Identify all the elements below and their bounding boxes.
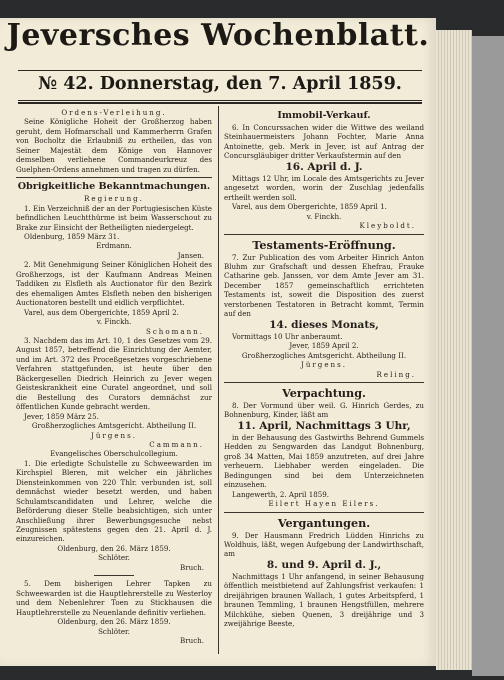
vergantungen-date: 8. und 9. April d. J., [266,558,382,571]
testament-signature: Jürgens. [300,360,347,370]
notice-1-date: Oldenburg, 1859 März 31. [24,231,120,241]
vergantungen-text: 9. Der Hausmann Fredrich Lüdden Hinrichs zu Woldhuis, läßt, wegen Aufgebung der Landwirthschaft, am [224,530,424,559]
notice-4-date: Oldenburg, den 26. März 1859. [57,543,171,553]
header-rule-bottom-thick [18,102,422,104]
notice-3-signature-2: Cammann. [149,439,204,449]
divider [16,177,212,178]
notice-1-signature-2: Jansen. [177,250,204,260]
notice-4: 1. Die erledigte Schulstelle zu Schweewarden im Kirchspiel Bleren, mit welcher ein jährliches Diensteinkommen von 220 Thlr. verbunden ist, soll demnächst wieder besetzt werden, und haben Schulamtscandidaten und Lehrer, welche die Beförderung dieser Stelle beabsichtigen, sich unter Anschließung ihrer Bewerbungsgesuche nebst Zeugnissen spätestens gegen den 21. April d. J. einzureichen. [16,458,212,544]
header-rule-bottom [18,100,422,101]
page-edges [436,30,472,670]
testament-court: Großherzogliches Amtsgericht. Abtheilung II. [241,350,407,360]
immobil-date-line: Varel, aus dem Obergerichte, 1859 April 1. [232,202,387,212]
notice-3-court: Großherzogliches Amtsgericht. Abtheilung II. [31,421,197,431]
testament-text-2: Vormittags 10 Uhr anberaumt. [232,331,343,341]
divider [224,512,424,513]
header-rule-top [18,70,422,71]
notice-3-signature: Jürgens. [90,430,137,440]
notice-2-signature: v. Finckh. [96,317,132,327]
testament-text: 7. Zur Publication des vom Arbeiter Hinrich Anton Bluhm zur Grafschaft und dessen Ehefrau, Frauke Catharine geb. Janssen, vor dem Amte Jever am 31. December 1857 gemeinschaftlich errichteten Testaments ist, soweit die Disposition des zuerst verstorbenen Testatoren in Betracht kommt, Termin auf den [224,252,424,319]
verpachtung-date-line: Langewerth, 2. April 1859. [232,489,330,499]
notice-2-date: Varel, aus dem Obergerichte, 1859 April 2. [24,307,179,317]
verpachtung-text-2: in der Behausung des Gastwirths Behrend Gummels Hedden zu Sengwarden das Landgut Bohnenburg, groß 34 Matten, Mai 1859 anzutreten, auf drei Jahre verheuern. Liebhaber werden eingeladen. Die Bedingungen sind bei dem Unterzeichneten einzusehen. [224,432,424,490]
notice-3: 3. Nachdem das im Art. 10, 1 des Gesetzes vom 29. August 1857, betreffend die Einrichtung der Aemter, und im Art. 372 des Proceßgesetzes vorgeschriebene Verfahren stattgefunden, ist heute über den Bäckergesellen Diedrich Heinrich zu Jever wegen Geisteskrankheit eine Curatel angeordnet, und soll die Bestellung des Curators demnächst zur öffentlichen Kunde gebracht werden. [16,335,212,412]
immobil-text-2: Mittags 12 Uhr, im Locale des Amtsgerichts zu Jever angesetzt worden, worin der Zuschlag jedenfalls ertheilt werden soll. [224,173,424,202]
issue-dateline: № 42. Donnerstag, den 7. April 1859. [38,74,402,94]
immobil-text: 6. In Concurssachen wider die Wittwe des weiland Steinhauermeisters Johann Fochter, Marie Anna Antoinette, geb. Merk in Jever, ist auf Antrag der Concursgläubiger dritter Verkaufstermin auf den [224,123,424,161]
vergantungen-text-2: Nachmittags 1 Uhr anfangend, in seiner Behausung öffentlich meistbietend auf Zahlungsfrist verkaufen: 1 dreijährigen braunen Wallach, 1 gutes Arbeitspferd, 1 braunen Temmling, 1 braunen Hengstfüllen, mehrere Milchkühe, sieben Quenen, 3 dreijährige und 3 zweijährige Beeste, [224,571,424,629]
section-heading-immobil: Immobil-Verkauf. [277,110,371,121]
section-heading-orden: Ordens-Verleihung. [61,108,167,117]
notice-1: 1. Ein Verzeichniß der an der Portugiesischen Küste befindlichen Leuchtthürme ist beim Wasserschout zu Brake zur Einsicht der Betheiligten niedergelegt. [16,203,212,232]
notice-5-date: Oldenburg, den 26. März 1859. [57,617,171,627]
immobil-date: 16. April d. J. [285,160,363,173]
notice-5: 5. Dem bisherigen Lehrer Tapken zu Schweewarden ist die Hauptlehrerstelle zu Westerloy und dem Nebenlehrer Toen zu Stickhausen die Hauptlehrerstelle zu Neuenlande definitiv verliehen. [16,579,212,617]
verpachtung-date: 11. April, Nachmittags 3 Uhr, [237,419,411,432]
right-column [224,108,424,653]
testament-signature-2: Reling. [376,369,416,379]
subheading-regierung: Regierung. [84,194,144,204]
notice-4-signature: Schlöter. [98,553,130,563]
notice-4-signature-2: Bruch. [180,562,204,572]
notice-1-signature: Erdmann. [96,241,132,251]
section-heading-testament: Testaments-Eröffnung. [252,237,396,252]
notice-3-date: Jever, 1859 März 25. [24,411,99,421]
testament-date-line: Jever, 1859 April 2. [289,341,359,351]
masthead-title: Jeversches Wochenblatt. [6,18,430,53]
testament-date: 14. dieses Monats, [269,318,379,331]
divider [94,575,134,576]
column-separator [218,106,219,654]
divider [224,234,424,235]
notice-5-signature-2: Bruch. [180,636,204,646]
verpachtung-text: 8. Der Vormund über weil. G. Hinrich Gerdes, zu Bohnenburg, Kinder, läßt am [224,400,424,420]
immobil-signature: v. Finckh. [306,211,342,221]
notice-5-signature: Schlöter. [98,626,130,636]
divider [224,382,424,383]
section-heading-verpachtung: Verpachtung. [282,385,366,400]
book-binding [472,36,504,676]
notice-2: 2. Mit Genehmigung Seiner Königlichen Hoheit des Großherzogs, ist der Kaufmann Andreas Meinen Taddiken zu Elsfleth als Auctionator für den Bezirk des ehemaligen Amtes Elsfleth neben den bisherigen Auctionatoren bestellt und eidlich verpflichtet. [16,260,212,308]
verpachtung-signature: Eilert Hayen Eilers. [268,499,380,509]
immobil-signature-2: Kleyboldt. [359,221,416,231]
notice-2-signature-2: Schomann. [145,326,204,336]
orden-text: Seine Königliche Hoheit der Großherzog haben geruht, dem Hofmarschall und Kammerherrn Grafen von Bocholtz die Erlaubniß zu ertheilen, das von Seiner Majestät dem Könige von Hannover demselben verliehene Commandeurkreuz des Guelphen-Ordens annehmen und tragen zu dürfen. [16,117,212,174]
left-column [16,108,212,653]
subheading-oberschulcollegium: Evangelisches Oberschulcollegium. [50,449,178,459]
section-heading-obrigkeit: Obrigkeitliche Bekanntmachungen. [17,181,211,193]
section-heading-vergantungen: Vergantungen. [277,515,371,530]
